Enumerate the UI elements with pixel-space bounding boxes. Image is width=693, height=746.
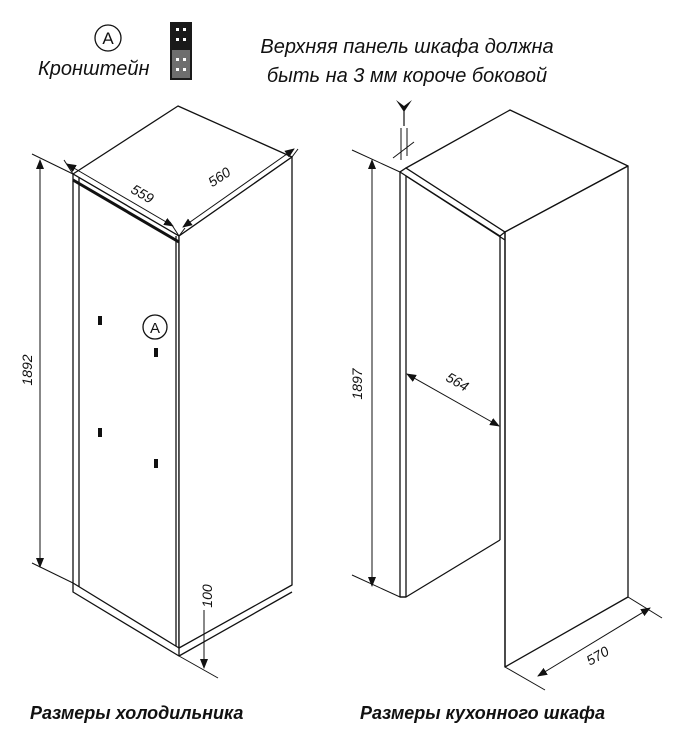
cabinet-inner-width-label: 564 — [443, 368, 472, 395]
fridge-marker-a — [143, 315, 167, 339]
cabinet-caption: Размеры кухонного шкафа — [360, 703, 605, 723]
legend-marker-letter: A — [102, 29, 114, 48]
fridge-depth-label: 560 — [205, 163, 234, 191]
bracket-plate-icon — [170, 22, 192, 80]
fridge-caption: Размеры холодильника — [30, 703, 244, 723]
fridge-drawing — [73, 106, 292, 656]
note-pointer-arrow — [396, 100, 412, 126]
fridge-height-label: 1892 — [19, 354, 35, 386]
fridge-width-label: 559 — [128, 180, 157, 207]
cabinet-top-panel-note — [232, 33, 582, 91]
fridge-marker-letter: A — [149, 320, 161, 337]
cabinet-height-label: 1897 — [349, 368, 365, 400]
note-line-1: Верхняя панель шкафа должна — [260, 36, 554, 58]
bracket-label: Кронштейн — [38, 58, 150, 80]
fridge-plinth-label: 100 — [199, 584, 215, 608]
cabinet-drawing — [400, 110, 628, 667]
legend-marker-a — [95, 25, 121, 51]
cabinet-depth-label: 570 — [583, 642, 612, 669]
note-line-2: быть на 3 мм короче боковой — [266, 65, 548, 87]
